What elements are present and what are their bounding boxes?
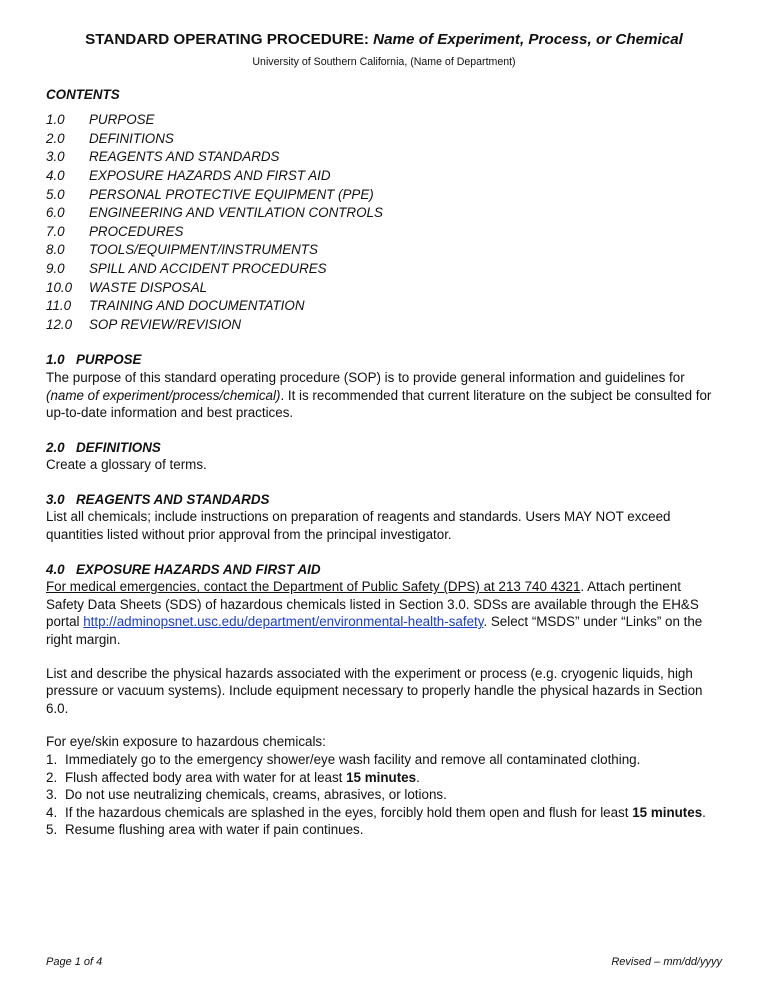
toc-number: 11.0 (46, 298, 72, 314)
title-prefix: STANDARD OPERATING PROCEDURE: (85, 31, 374, 48)
toc-label: PROCEDURES (89, 223, 184, 239)
section-title: DEFINITIONS (76, 439, 161, 455)
toc-label: REAGENTS AND STANDARDS (89, 149, 280, 165)
exposure-paragraph-3: For eye/skin exposure to hazardous chemicals: (46, 734, 326, 750)
purpose-text-a: The purpose of this standard operating procedure (SOP) is to provide general information and guidelines for (46, 369, 685, 385)
list-text: Do not use neutralizing chemicals, creams, abrasives, or lotions. (65, 787, 447, 803)
toc-label: TOOLS/EQUIPMENT/INSTRUMENTS (89, 242, 318, 258)
list-text-bold: 15 minutes (632, 804, 703, 820)
purpose-text-italic: (name of experiment/process/chemical) (46, 387, 281, 403)
list-item (46, 751, 722, 769)
section-title: REAGENTS AND STANDARDS (76, 491, 270, 507)
toc-item (46, 241, 722, 260)
table-of-contents (46, 111, 722, 334)
toc-item (46, 279, 722, 298)
section-heading-exposure (46, 561, 722, 579)
exposure-text-a: . Attach pertinent Safety Data Sheets (SDS) of hazardous chemicals listed in Section 3.0. SDSs are available through the EH&S portal (46, 579, 699, 630)
toc-label: PERSONAL PROTECTIVE EQUIPMENT (PPE) (89, 186, 374, 202)
definitions-text: Create a glossary of terms. (46, 457, 207, 473)
exposure-paragraph-2: List and describe the physical hazards associated with the experiment or process (e.g. cryogenic liquids, high pressure or vacuum systems). Include equipment necessary to properly handle the physical hazards in Section 6.0. (46, 665, 703, 716)
list-text: Immediately go to the emergency shower/eye wash facility and remove all contaminated clothing. (65, 752, 641, 767)
list-item (46, 804, 722, 822)
toc-number: 12.0 (46, 316, 73, 332)
list-item (46, 821, 722, 839)
toc-number: 7.0 (46, 223, 65, 239)
toc-label: DEFINITIONS (89, 130, 174, 146)
title-italic: Name of Experiment, Process, or Chemical (373, 31, 683, 48)
section-number: 3.0 (46, 491, 65, 507)
emergency-contact: For medical emergencies, contact the Department of Public Safety (DPS) at 213 740 4321 (46, 579, 581, 595)
section-number: 2.0 (46, 439, 65, 455)
document-subtitle: University of Southern California, (Name of Department) (252, 56, 516, 68)
toc-number: 6.0 (46, 205, 65, 221)
toc-item (46, 260, 722, 279)
ehs-portal-link[interactable]: http://adminopsnet.usc.edu/department/environmental-health-safety (83, 614, 484, 630)
toc-label: WASTE DISPOSAL (89, 279, 208, 295)
toc-label: SPILL AND ACCIDENT PROCEDURES (89, 260, 327, 276)
toc-number: 9.0 (46, 260, 65, 276)
list-number: 4. (46, 804, 58, 820)
section-number: 1.0 (46, 352, 65, 368)
toc-item (46, 223, 722, 242)
toc-number: 4.0 (46, 167, 65, 183)
section-heading-definitions (46, 439, 722, 457)
toc-number: 5.0 (46, 186, 65, 202)
purpose-text-b: . It is recommended that current literature on the subject be consulted for up-to-date information and best practices. (46, 387, 712, 421)
toc-label: SOP REVIEW/REVISION (89, 316, 242, 332)
list-number: 3. (46, 787, 58, 803)
list-text-bold: 15 minutes (346, 769, 417, 785)
section-number: 4.0 (46, 561, 65, 577)
list-text (65, 769, 420, 787)
toc-item (46, 186, 722, 205)
toc-item (46, 167, 722, 186)
page-footer (46, 954, 722, 972)
toc-label: ENGINEERING AND VENTILATION CONTROLS (89, 205, 383, 221)
toc-item (46, 130, 722, 149)
exposure-paragraph-1 (46, 578, 722, 648)
list-item (46, 769, 722, 787)
page-number: Page 1 of 4 (46, 956, 103, 968)
section-heading-purpose (46, 351, 722, 369)
revision-date: Revised – mm/dd/yyyy (611, 956, 722, 968)
list-text-after: . (702, 804, 706, 820)
list-number: 2. (46, 769, 58, 785)
section-heading-reagents (46, 491, 722, 509)
reagents-text: List all chemicals; include instructions on preparation of reagents and standards. Users MAY NOT exceed quantities listed without prior approval from the principal investigator. (46, 509, 671, 543)
document-title (46, 30, 722, 50)
section-title: EXPOSURE HAZARDS AND FIRST AID (76, 561, 321, 577)
list-number: 1. (46, 752, 58, 767)
document-page (46, 30, 722, 839)
list-text-a: Flush affected body area with water for at least (65, 769, 347, 785)
list-text (65, 804, 706, 822)
section-title: PURPOSE (76, 352, 142, 368)
toc-number: 3.0 (46, 149, 65, 165)
toc-number: 1.0 (46, 112, 65, 128)
list-text-a: If the hazardous chemicals are splashed in the eyes, forcibly hold them open and flush for least (65, 804, 633, 820)
exposure-text-b: . Select “MSDS” under “Links” on the right margin. (46, 614, 703, 648)
toc-item (46, 316, 722, 335)
toc-number: 2.0 (46, 130, 65, 146)
toc-item (46, 111, 722, 130)
contents-heading: CONTENTS (46, 86, 120, 102)
toc-label: PURPOSE (89, 112, 155, 128)
first-aid-steps (46, 751, 722, 839)
toc-item (46, 148, 722, 167)
toc-item (46, 204, 722, 223)
list-text-after: . (416, 769, 420, 785)
toc-label: EXPOSURE HAZARDS AND FIRST AID (89, 167, 331, 183)
list-item (46, 786, 722, 804)
toc-item (46, 297, 722, 316)
purpose-text (46, 369, 722, 422)
toc-number: 8.0 (46, 242, 65, 258)
list-text: Resume flushing area with water if pain continues. (65, 822, 364, 838)
toc-number: 10.0 (46, 279, 73, 295)
toc-label: TRAINING AND DOCUMENTATION (89, 298, 305, 314)
list-number: 5. (46, 822, 58, 838)
